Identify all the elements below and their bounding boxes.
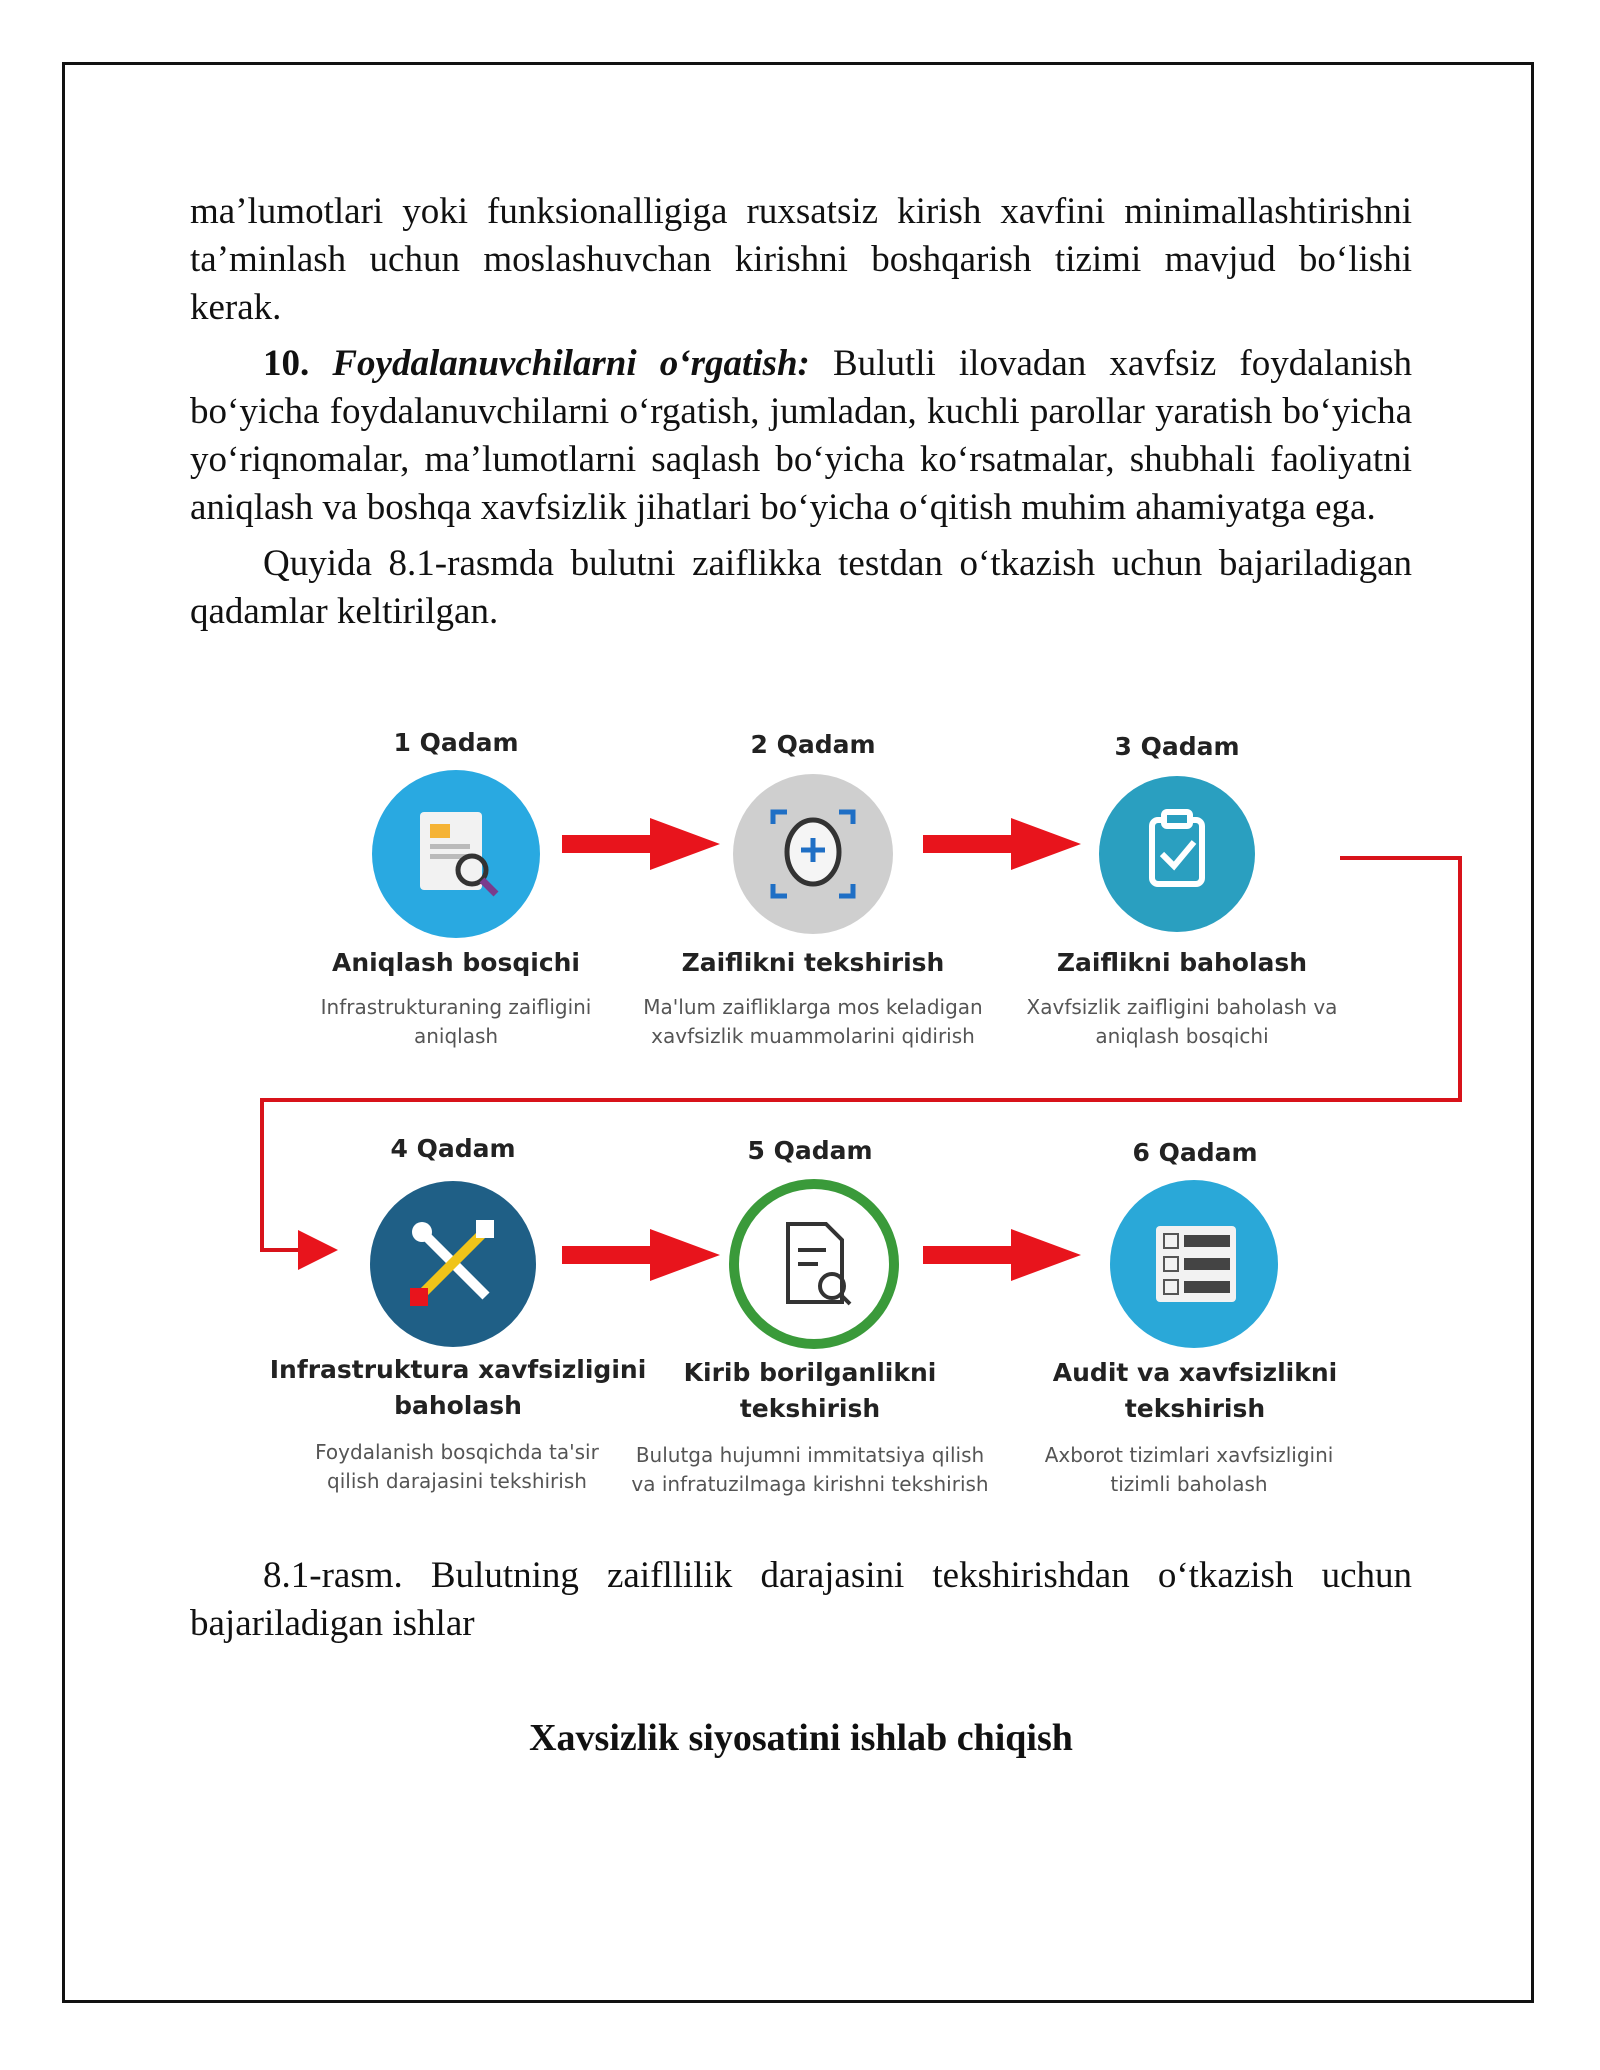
paragraph-2 xyxy=(190,340,1412,532)
item-number: 10. xyxy=(263,343,310,384)
step-1-title: Aniqlash bosqichi xyxy=(331,948,581,977)
figure-caption: 8.1-rasm. Bulutning zaifllilik darajasini tekshirishdan o‘tkazish uchun bajariladigan ishlar xyxy=(190,1555,1412,1644)
step-3-text xyxy=(1017,945,1347,1051)
paragraph-3: Quyida 8.1-rasmda bulutni zaiflikka testdan o‘tkazish uchun bajariladigan qadamlar keltirilgan. xyxy=(190,543,1412,632)
step-3-circle xyxy=(1099,776,1255,932)
step-6 xyxy=(1045,1138,1345,1167)
step-6-text xyxy=(1020,1355,1370,1499)
step-1-desc: Infrastrukturaning zaifligini aniqlash xyxy=(320,995,592,1048)
step-6-desc: Axborot tizimlari xavfsizligini tizimli baholash xyxy=(1044,1443,1334,1496)
step-5-text xyxy=(630,1355,990,1499)
arrow-4-5 xyxy=(562,1229,720,1281)
step-1-label: 1 Qadam xyxy=(393,728,519,757)
arrow-2-3 xyxy=(923,818,1081,870)
checklist-icon xyxy=(1156,1226,1236,1302)
step-3 xyxy=(1027,732,1327,761)
step-6-title-line2: tekshirish xyxy=(1124,1394,1266,1423)
step-5 xyxy=(660,1136,960,1165)
paragraph-1: ma’lumotlari yoki funksionalligiga ruxsatsiz kirish xavfini minimallashtirishni ta’minlash uchun moslashuvchan kirishni boshqarish tizimi mavjud bo‘lishi kerak. xyxy=(190,191,1412,328)
section-heading: Xavsizlik siyosatini ishlab chiqish xyxy=(529,1717,1073,1759)
arrow-5-6 xyxy=(923,1229,1081,1281)
step-5-title-line1: Kirib borilganlikni xyxy=(683,1358,937,1387)
step-6-title-line1: Audit va xavfsizlikni xyxy=(1052,1358,1338,1387)
step-5-desc: Bulutga hujumni immitatsiya qilish va infratuzilmaga kirishni tekshirish xyxy=(631,1443,989,1496)
step-3-title: Zaiflikni baholash xyxy=(1056,948,1308,977)
step-2 xyxy=(663,730,963,759)
step-4 xyxy=(303,1134,603,1163)
step-3-label: 3 Qadam xyxy=(1114,732,1240,761)
step-1 xyxy=(306,728,606,757)
step-2-text xyxy=(613,945,1013,1051)
item-heading: Foydalanuvchilarni o‘rgatish: xyxy=(332,343,810,384)
step-6-label: 6 Qadam xyxy=(1132,1138,1258,1167)
step-1-text xyxy=(286,945,626,1051)
step-5-title-line2: tekshirish xyxy=(739,1394,881,1423)
step-2-desc: Ma'lum zaifliklarga mos keladigan xavfsizlik muammolarini qidirish xyxy=(643,995,983,1048)
step-4-desc: Foydalanish bosqichda ta'sir qilish darajasini tekshirish xyxy=(315,1440,599,1493)
process-diagram xyxy=(250,730,1480,1550)
item-body: Bulutli ilovadan xavfsiz foydalanish bo‘yicha foydalanuvchilarni o‘rgatish, jumladan, kuchli parollar yaratish bo‘yicha yo‘riqnomalar, ma’lumotlarni saqlash bo‘yicha ko‘rsatmalar, shubhali faoliyatni aniqlash va boshqa xavfsizlik jihatlari bo‘yicha o‘qitish muhim ahamiyatga ega. xyxy=(190,343,1413,528)
step-4-title-line1: Infrastruktura xavfsizligini xyxy=(269,1355,647,1384)
step-4-label: 4 Qadam xyxy=(390,1134,516,1163)
step-4-text xyxy=(268,1352,648,1496)
arrow-1-2 xyxy=(562,818,720,870)
body-text xyxy=(190,188,1412,644)
step-3-desc: Xavfsizlik zaifligini baholash va aniqlash bosqichi xyxy=(1026,995,1338,1048)
step-4-title-line2: baholash xyxy=(394,1391,522,1420)
step-2-label: 2 Qadam xyxy=(750,730,876,759)
step-2-title: Zaiflikni tekshirish xyxy=(681,948,945,977)
step-5-label: 5 Qadam xyxy=(747,1136,873,1165)
